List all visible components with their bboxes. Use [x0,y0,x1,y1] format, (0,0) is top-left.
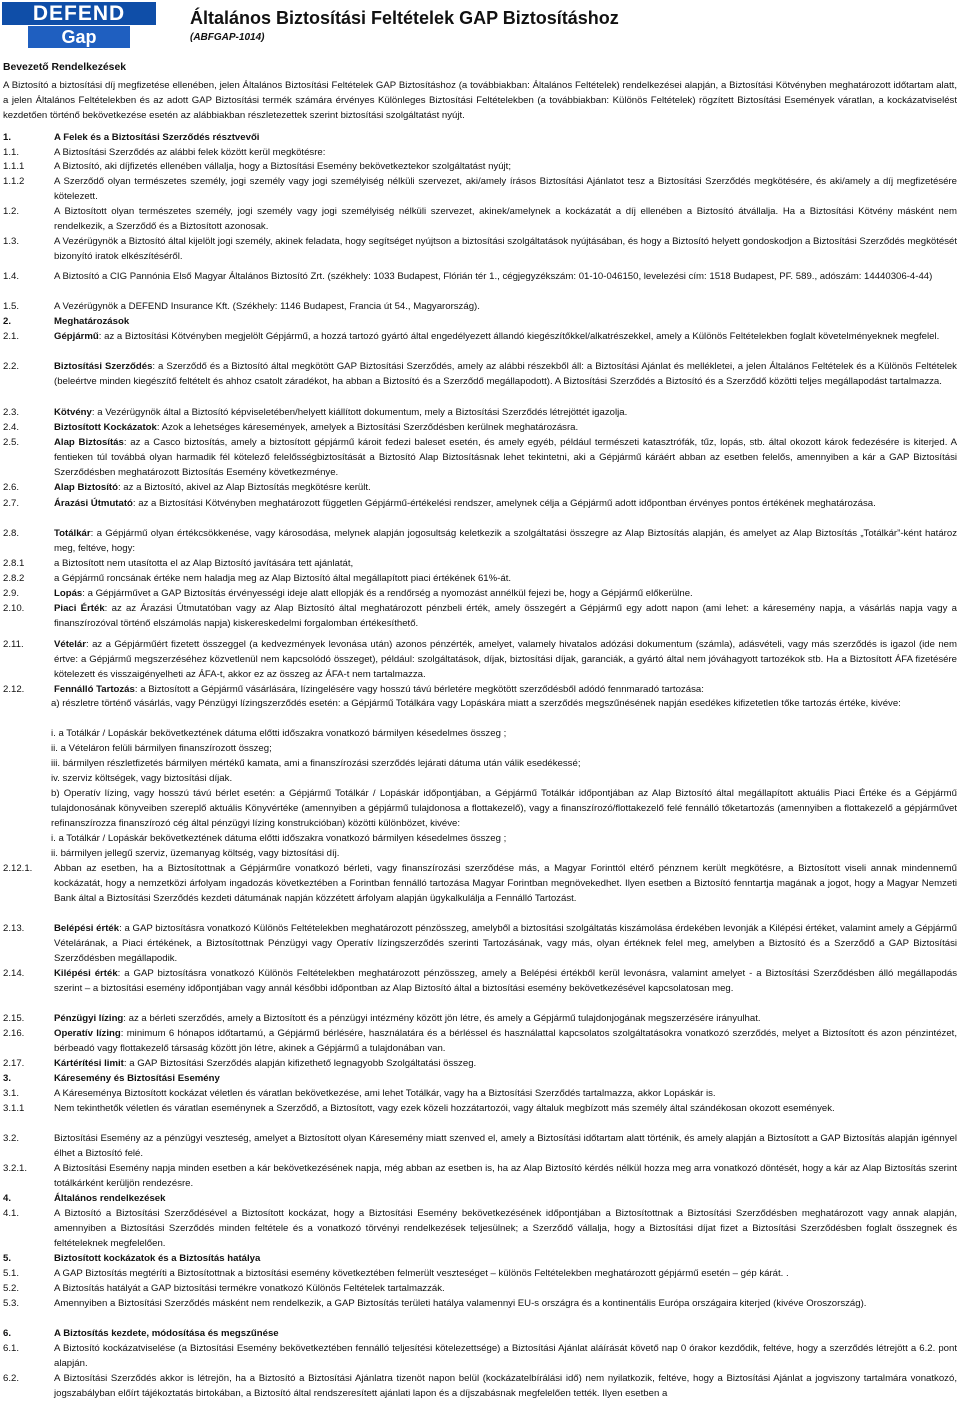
clause-number: 3. [3,1073,12,1084]
intro-heading: Bevezető Rendelkezések [3,62,127,73]
clause-text: Alap Biztosító: az a Biztosító, akivel az Alap Biztosítás megkötésre került. [54,482,371,493]
defined-term: Kötvény [54,407,92,418]
clause-text: Nem tekinthetők véletlen és váratlan eseménynek a Szerződő, a Biztosított, vagy ezek közeli hozzátartozói, vagy általuk megbízott más személy által szándékosan okozott események. [54,1103,835,1114]
clause-text: A Biztosítási Szerződés az alábbi felek között kerül megkötésre: [54,147,326,158]
clause-text: Belépési érték: a GAP biztosításra vonatkozó Különös Feltételekben meghatározott pénzösszeg, amelyből a biztosítási szolgáltatás kiszámolása érdekében levonják a Kilépési értéket, valamint amely a Gépjármű Vételárának, a Piaci értékének, a Biztosítottnak Pénzügyi vagy Operatív lízingszerződés szerinti Tartozásának, vagy más, olyan értéknek felel meg, amelyben a Biztosító és a Szerződő a GAP Biztosítási Szerződésben megállapodik. [54,923,958,964]
clause-number: 2.16. [3,1028,25,1039]
clause-text: A Biztosító, aki díjfizetés ellenében vállalja, hogy a Biztosítási Esemény bekövetkeztekor szolgáltatást nyújt; [54,161,512,172]
clause-text: Totálkár: a Gépjármű olyan értékcsökkenése, vagy károsodása, melynek alapján jogosultság keletkezik a szolgáltatási összegre az Alap Biztosítás alapján, és amelyet az Alap Biztosítás „Totálkár”-ként határoz meg, feltéve, hogy: [54,528,957,554]
defined-term: Kártérítési limit [54,1058,124,1069]
clause-subitem: b) Operatív lízing, vagy hosszú távú bérlet esetén: a Gépjármű Totálkár / Lopáskár időpontjában, a Gépjármű Totálkár időpontjában az Alap Biztosító által megállapított aktuális Piaci Értéke és a Gépjármű tulajdonosának könyveiben szereplő aktuális Könyvértéke (amennyiben a gépjármű tulajdonosa a flottakezelő), vagy a finanszírozó/flottakezelő felé fennálló tőketartozás (amennyiben a flottakezelő a gépjárművet refinanszírozza finanszírozó cég által pénzügyi lízing konstrukcióban) közötti különbözet, kivéve: [51,788,957,829]
clause-number: 3.1.1 [3,1103,25,1114]
clause-text: Operatív lízing: minimum 6 hónapos időtartamú, a Gépjármű bérlésére, használatára és a bérléssel és használattal kapcsolatos szolgáltatásokra vonatkozó szerződés, melyet a Biztosított és azon pénzintézet, bérbeadó vagy flottakezelő társaság között jön létre, akinek a Gépjármű a tulajdonában van. [54,1028,957,1054]
clause-number: 2.4. [3,422,20,433]
clause-text: Kötvény: a Vezérügynök által a Biztosító képviseletében/helyett kiállított dokumentum, mely a Biztosítási Szerződés létrejöttét igazolja. [54,407,628,418]
clause-text: Gépjármű: az a Biztosítási Kötvényben megjelölt Gépjármű, a hozzá tartozó gyártó által engedélyezett állandó kiegészítőkkel/alkatrészekkel, amely a Különös Feltételekben foglalt követelményeknek megfelel. [54,331,940,342]
clause-subitem: ii. bármilyen jellegű szerviz, üzemanyag költség, vagy biztosítási díj. [51,848,340,859]
clause-subitem: a) részletre történő vásárlás, vagy Pénzügyi lízingszerződés esetén: a Gépjármű Totálkára vagy Lopáskára miatt a szerződés megszűnésének napján esedékes kifizetetlen tőke tartozás értéke, kivéve: [51,698,901,709]
clause-number: 3.1. [3,1088,20,1099]
clause-text: Biztosítási Esemény az a pénzügyi veszteség, amelyet a Biztosított olyan Káresemény miatt szenved el, amely a Biztosítási időtartam alatt történik, és amely alapján a Biztosított a GAP Biztosítás alapján igénnyel élhet a Biztosító felé. [54,1133,957,1159]
defined-term: Belépési érték [54,923,120,934]
clause-text: Fennálló Tartozás: a Biztosított a Gépjármű vásárlására, lízingelésére vagy hosszú távú bérletére megkötött szerződésből adódó fennmaradó tartozása: [54,684,704,695]
defined-term: Pénzügyi lízing [54,1013,124,1024]
clause-number: 2.8.1 [3,558,25,569]
clause-number: 2.12.1. [3,863,33,874]
clause-number: 1.1.2 [3,176,25,187]
clause-number: 2.13. [3,923,25,934]
logo-bottom-text: Gap [28,26,130,48]
clause-number: 2.17. [3,1058,25,1069]
defend-gap-logo [2,2,156,48]
clause-text: A Biztosítás hatályát a GAP biztosítási termékre vonatkozó Különös Feltételek tartalmazzák. [54,1283,445,1294]
clause-number: 2.5. [3,437,20,448]
clause-number: 1.2. [3,206,20,217]
clause-text: A Biztosított olyan természetes személy, jogi személy vagy jogi személyiség nélküli szervezet, akinek/amelynek a kockázatát a díj ellenében a Biztosító átvállalja. Ha a Biztosítási Kötvény másként nem rendelkezik, a Szerződő és a Biztosított azonosak. [54,206,957,232]
clause-number: 1.4. [3,271,20,282]
clause-text: Általános rendelkezések [54,1193,166,1204]
clause-text: Biztosított kockázatok és a Biztosítás hatálya [54,1253,261,1264]
clause-number: 5.3. [3,1298,20,1309]
clause-text: Lopás: a Gépjárművet a GAP Biztosítás érvényességi ideje alatt ellopják és a rendőrség a nyomozást annélkül fejezi be, hogy a Gépjármű előkerülne. [54,588,693,599]
defined-term: Lopás [54,588,83,599]
clause-text: A Vezérügynök a DEFEND Insurance Kft. (Székhely: 1146 Budapest, Francia út 54., Magyarország). [54,301,480,312]
clause-number: 3.2. [3,1133,20,1144]
defined-term: Biztosítási Szerződés [54,361,153,372]
clause-number: 2.11. [3,639,24,650]
clause-number: 1.3. [3,236,20,247]
defined-term: Kilépési érték [54,968,118,979]
defined-term: Vételár [54,639,86,650]
clause-text: A Biztosító kockázatviselése (a Biztosítási Esemény bekövetkeztében fennálló teljesítési kötelezettsége) a Biztosítási Ajánlat aláírását követő nap 0 órakor kezdődik, feltéve, hogy a szerződés létrejött a 6.2. pont alapján. [54,1343,957,1369]
clause-number: 6.2. [3,1373,20,1384]
clause-subitem: iv. szerviz költségek, vagy biztosítási díjak. [51,773,233,784]
document-title: Általános Biztosítási Feltételek GAP Biztosításhoz [190,8,619,28]
clause-text: A GAP Biztosítás megtéríti a Biztosítottnak a biztosítási esemény következtében felmerült veszteséget – különös Feltételekben meghatározott gépjármű esetén – gép kárát. . [54,1268,789,1279]
clause-number: 2.3. [3,407,20,418]
clause-text: Amennyiben a Biztosítási Szerződés másként nem rendelkezik, a GAP Biztosítás területi hatálya valamennyi EU-s országra és a kontinentális Európa országaira kiterjed (kivéve Oroszország). [54,1298,867,1309]
clause-text: Pénzügyi lízing: az a bérleti szerződés, amely a Biztosított és a pénzügyi intézmény között jön létre, és amely a Gépjármű tulajdonjogának megszerzésére irányulhat. [54,1013,761,1024]
clause-text: A Vezérügynök a Biztosító által kijelölt jogi személy, akinek feladata, hogy segítséget nyújtson a biztosítási szolgáltatások nyújtásában, és hogy a Biztosító helyett gondoskodjon a Biztosítási Szerződés megkötését bizonyító iratok elkészítéséről. [54,236,957,262]
clause-number: 1. [3,132,12,143]
defined-term: Piaci Érték [54,603,105,614]
defined-term: Fennálló Tartozás [54,684,135,695]
clause-number: 2.10. [3,603,25,614]
clause-number: 1.5. [3,301,20,312]
defined-term: Alap Biztosítás [54,437,124,448]
clause-number: 2.1. [3,331,20,342]
logo-top-text: DEFEND [2,2,156,25]
defined-term: Gépjármű [54,331,99,342]
clause-number: 2. [3,316,12,327]
clause-text: A Káreseménya Biztosított kockázat véletlen és váratlan bekövetkezése, ami lehet Totálkár, vagy ha a Biztosítási Szerződés tartalmazza, akkor Lopáskár is. [54,1088,716,1099]
clause-number: 2.7. [3,498,20,509]
clause-number: 2.15. [3,1013,25,1024]
intro-paragraph: A Biztosító a biztosítási díj megfizetése ellenében, jelen Általános Biztosítási Feltételek GAP Biztosításhoz (a továbbiakban: Általános Feltételek) rendelkezései alapján, a Biztosítási Kötvényben meghatározott időtartam alatt, a jelen Általános Feltételekben és az adott GAP Biztosítási termék számára érvényes Különleges Biztosítási Feltételekben (a továbbiakban: Különös Feltételek) rögzített Biztosítási Események váratlan, a kockázatviselést kezdetően történő bekövetkezése esetén az alábbiakban részletezettek szerint biztosítási szolgáltatást nyújt. [3,80,957,121]
clause-text: Kártérítési limit: a GAP Biztosítási Szerződés alapján kifizethető legnagyobb Szolgáltatási összeg. [54,1058,477,1069]
defined-term: Operatív lízing [54,1028,121,1039]
clause-number: 5.1. [3,1268,20,1279]
clause-number: 4. [3,1193,12,1204]
clause-text: Vételár: az a Gépjárműért fizetett összeggel (a kedvezmények levonása után) azonos pénzérték, amelyet, valamely hivatalos adózási dokumentum (számla), adásvételi, vagy más szerződés is igazol (ide nem értve: a Gépjármű megszerzéséhez közvetlenül nem kapcsolódó összeget), például: szolgáltatások, díjak, biztosítási díjak, garanciák, a gyártó által nem jóváhagyott tartozékok stb. Ha a Biztosított ÁFA fizetésére kötelezett és visszaigényelheti az ÁFA-t, akkor ez az összeg az ÁFA-t nem tartalmazza. [54,639,957,680]
clause-number: 2.9. [3,588,20,599]
clause-text: Káresemény és Biztosítási Esemény [54,1073,220,1084]
clause-text: Meghatározások [54,316,130,327]
defined-term: Biztosított Kockázatok [54,422,157,433]
clause-number: 2.8.2 [3,573,25,584]
clause-subitem: i. a Totálkár / Lopáskár bekövetkeztének dátuma előtti időszakra vonatkozó bármilyen késedelmes összeg ; [51,833,507,844]
clause-number: 2.6. [3,482,20,493]
document-code: (ABFGAP-1014) [190,32,265,43]
clause-number: 6. [3,1328,12,1339]
clause-text: Abban az esetben, ha a Biztosítottnak a Gépjárműre vonatkozó bérleti, vagy finanszírozási szerződése más, a Magyar Forinttól eltérő pénznem került megkötésre, a Biztosított viseli annak mindennemű kockázatát, hogy a nemzetközi árfolyam ingadozás következtében a Forintban fennálló tartozása Magyar Forintban megnövekedhet. Ilyen esetben a Biztosító fenntartja magának a jogot, hogy a Magyar Nemzeti Bank által a Biztosítási Szerződés kezdeti dátumának napján közzétett árfolyam alapján ügykalkulálja a Fennálló Tartozást. [54,863,957,904]
clause-subitem: ii. a Vételáron felüli bármilyen finanszírozott összeg; [51,743,272,754]
clause-text: A Szerződő olyan természetes személy, jogi személy vagy jogi személyiség nélküli szervezet, aki/amely írásos Biztosítási Ajánlatot tesz a Biztosítási Szerződés megkötésére, és aki/amely a díj megfizetésére kötelezett. [54,176,957,202]
clause-text: A Biztosító a Biztosítási Szerződésével a Biztosított kockázat, hogy a Biztosítási Esemény bekövetkezésének időpontjában a Biztosítottnak a Biztosítási Szerződésben meghatározott vagy annak alapján, amennyiben a Biztosítási Szerződés minden feltétele és a vonatkozó törvényi rendelkezések teljesülnek; a Szerződő vállalja, hogy a Biztosítási díjat fizet a Biztosítási Szerződésben foglalt összegnek és feltételeknek megfelelően. [54,1208,957,1249]
clause-text: Biztosítási Szerződés: a Szerződő és a Biztosító által megkötött GAP Biztosítási Szerződés, amely az alábbi részekből áll: a Biztosítási Ajánlat és mellékletei, a jelen Általános Feltételek és a Különös Feltételek (beleértve minden kiegészítő feltételt és ahhoz csatolt záradékot, ha abban a Biztosító és a Szerződő megállapodott). A Biztosítási Szerződés a Biztosító és a Szerződő közötti teljes megállapodást tartalmazza. [54,361,957,387]
clause-text: Kilépési érték: a GAP biztosításra vonatkozó Különös Feltételekben meghatározott pénzösszeg, amely a Belépési értékből kerül levonásra, valamint amelyet - a Biztosítási Szerződésben álló megállapodás szerint – a biztosítási esemény időpontjában vagy annál későbbi időpontban az Alap Biztosító által a biztosítási esemény bekövetkezésével kapcsolatosan meg. [54,968,957,994]
clause-text: Árazási Útmutató: az a Biztosítási Kötvényben meghatározott független Gépjármű-értékelési rendszer, amelynek célja a Gépjármű adott időpontban érvényes pontos értékének meghatározása. [54,498,876,509]
clause-number: 2.8. [3,528,20,539]
clause-text: A Biztosítás kezdete, módosítása és megszűnése [54,1328,279,1339]
clause-text: Alap Biztosítás: az a Casco biztosítás, amely a biztosított gépjármű károit fedezi baleset esetén, és amely egyéb, például természeti katasztrófák, tűz, lopás, stb. által okozott károk fedezésére is kiterjed. A fentieken túl továbbá olyan harmadik fél kötelező felelősségbiztosítását a Biztosító Alap Biztosításnak lehet tekintetni, aki a Gépjármű káráért abban az esetben felelős, amennyiben a kár a GAP Biztosítási Szerződésben meghatározott Biztosítás Esemény következménye. [54,437,957,478]
clause-number: 1.1.1 [3,161,25,172]
clause-text: A Biztosítási Szerződés akkor is létrejön, ha a Biztosító a Biztosítási Ajánlatra tizenöt napon belül (kockázatelbírálási idő) nem nyilatkozik, feltéve, hogy a Biztosítási Ajánlat a jogviszony tartalmára vonatkozó, jogszabályban előírt tájékoztatás birtokában, a Biztosító által rendszeresített ajánlati lapon és a díjszabásnak megfelelően tették. Ilyen esetben a [54,1373,957,1399]
clause-number: 3.2.1. [3,1163,28,1174]
clause-number: 6.1. [3,1343,20,1354]
clause-number: 4.1. [3,1208,20,1219]
clause-number: 2.12. [3,684,25,695]
clause-text: Biztosított Kockázatok: Azok a lehetséges káresemények, amelyek a Biztosítási Szerződésben kerülnek meghatározásra. [54,422,579,433]
clause-subitem: i. a Totálkár / Lopáskár bekövetkeztének dátuma előtti időszakra vonatkozó bármilyen késedelmes összeg ; [51,728,507,739]
clause-text: A Biztosítási Esemény napja minden esetben a kár bekövetkezésének napja, még abban az esetben is, ha az Alap Biztosító kérdés nélkül hozza meg arra vonatkozó döntését, hogy a kár az Alap Biztosítás szerint totálkárként kerüljön rendezésre. [54,1163,957,1189]
defined-term: Árazási Útmutató [54,498,133,509]
clause-text: A Biztosító a CIG Pannónia Első Magyar Általános Biztosító Zrt. (székhely: 1033 Budapest, Flórián tér 1., cégjegyzékszám: 01-10-046150, levelezési cím: 1518 Budapest, PF. 589., adószám: 14440306-4-44) [54,271,933,282]
clause-subitem: iii. bármilyen részletfizetés bármilyen mértékű kamata, ami a finanszírozási szerződés lejárati dátuma után válik esedékessé; [51,758,581,769]
clause-text: a Gépjármű roncsának értéke nem haladja meg az Alap Biztosító által megállapított piaci értékének 61%-át. [54,573,512,584]
clause-text: Piaci Érték: az az Árazási Útmutatóban vagy az Alap Biztosító által meghatározott pénzbeli érték, amely összegért a Gépjármű egy adott napon (ami lehet: a káresemény napja, a vásárlás napja vagy a finanszírozóval történő elszámolás napja) kiskereskedelmi forgalomban értékesíthető. [54,603,957,629]
defined-term: Totálkár [54,528,91,539]
clause-number: 2.14. [3,968,25,979]
clause-number: 5. [3,1253,12,1264]
clause-number: 1.1. [3,147,20,158]
clause-number: 5.2. [3,1283,20,1294]
clause-text: A Felek és a Biztosítási Szerződés résztvevői [54,132,260,143]
clause-text: a Biztosított nem utasította el az Alap Biztosító javítására tett ajánlatát, [54,558,354,569]
defined-term: Alap Biztosító [54,482,118,493]
clause-number: 2.2. [3,361,20,372]
